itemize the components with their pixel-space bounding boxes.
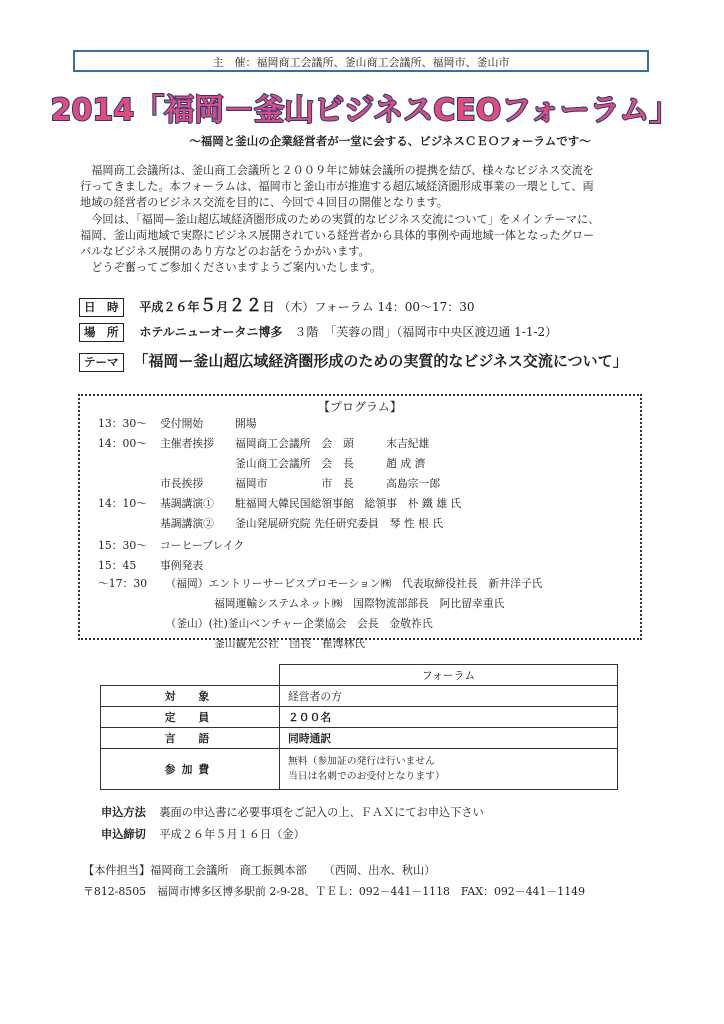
organizer-text: 主 催：福岡商工会議所、釜山商工会議所、福岡市、釜山市 xyxy=(212,56,510,69)
intro-line: 地域の経営者のビジネス交流を目的に、今回で４回目の開催となります。 xyxy=(80,196,448,209)
table-value: 経営者の方 xyxy=(280,686,618,707)
venue-tag: 場 所 xyxy=(79,323,124,342)
program-detail: 開場 xyxy=(235,417,257,430)
program-item: （釜山）(社)釜山ベンチャー企業協会 会長 金敬祚氏 xyxy=(160,617,433,630)
intro-line: 福岡、釜山両地域で実際にビジネス展開されている経営者から具体的事例や両地域一体となったグロー xyxy=(80,229,595,242)
apply-method-label: 申込方法 xyxy=(101,806,146,819)
program-item: コーヒーブレイク xyxy=(160,539,245,552)
table-label: 対 象 xyxy=(101,686,280,707)
program-heading: 【プログラム】 xyxy=(318,400,402,414)
program-detail: 福岡商工会議所 会 頭 末吉紀雄 xyxy=(235,437,430,450)
table-label: 定 員 xyxy=(101,707,280,728)
venue-row xyxy=(79,322,557,342)
program-time: 15：30～ xyxy=(98,539,148,552)
program-item: （福岡）エントリーサービスプロモーション㈱ 代表取締役社長 新井洋子氏 xyxy=(160,577,543,590)
program-item: 市長挨拶 xyxy=(160,477,204,490)
program-item: 主催者挨拶 xyxy=(160,437,214,450)
date-month-unit: 月 xyxy=(216,300,229,314)
table-label: 参加費 xyxy=(101,749,280,790)
table-corner xyxy=(101,665,280,686)
table-row xyxy=(101,707,618,728)
intro-line: どうぞ奮ってご参加くださいますようご案内いたします。 xyxy=(80,261,382,274)
apply-method-row xyxy=(101,804,484,820)
table-row xyxy=(101,749,618,790)
program-time: 14：00～ xyxy=(98,437,148,450)
table-header: フォーラム xyxy=(280,665,618,686)
program-detail: 福岡市 市 長 高島宗一郎 xyxy=(235,477,441,490)
program-detail: 釜山発展研究院 先任研究委員 琴 性 根 氏 xyxy=(235,517,444,530)
program-detail: 駐福岡大韓民国総領事館 総領事 朴 鐵 雄 氏 xyxy=(235,497,462,510)
apply-deadline: 平成２６年５月１６日（金） xyxy=(159,828,305,841)
theme-text: 「福岡ー釜山超広域経済圏形成のための実質的なビジネス交流について」 xyxy=(133,352,628,370)
date-tag: 日 時 xyxy=(79,298,124,317)
apply-deadline-label: 申込締切 xyxy=(101,828,146,841)
date-rest: （木）フォーラム 14：00～17：30 xyxy=(278,300,475,314)
program-time: 15：45 xyxy=(98,559,137,572)
theme-row xyxy=(79,351,628,371)
venue-detail: ３階 「芙蓉の間」（福岡市中央区渡辺通 1-1-2） xyxy=(294,325,558,339)
program-time: ～17：30 xyxy=(98,577,148,590)
date-day-unit: 日 xyxy=(262,300,275,314)
intro-line: バルなビジネス展開のあり方などのお話をうかがいます。 xyxy=(80,245,370,258)
table-row xyxy=(101,728,618,749)
date-row xyxy=(79,296,475,316)
venue-name: ホテルニューオータニ博多 xyxy=(139,325,283,339)
program-item: 受付開始 xyxy=(160,417,204,430)
table-value: ２００名 xyxy=(280,707,618,728)
table-row xyxy=(101,686,618,707)
program-item: 基調講演① xyxy=(160,497,214,510)
subtitle: ～福岡と釜山の企業経営者が一堂に会する、ビジネスＣＥＯフォーラムです～ xyxy=(189,134,591,148)
apply-deadline-row xyxy=(101,826,305,842)
intro-line: 福岡商工会議所は、釜山商工会議所と２００９年に姉妹会議所の提携を結び、様々なビジネス交流を xyxy=(80,164,594,177)
contact-line: 〒812-8505 福岡市博多区博多駅前 2-9-28、ＴＥＬ：092－441－1118 FAX：092－441－1149 xyxy=(83,885,586,898)
table-label: 言 語 xyxy=(101,728,280,749)
intro-line: 行ってきました。本フォーラムは、福岡市と釜山市が推進する超広域経済圏形成事業の一環として、両 xyxy=(80,180,594,193)
program-item: 事例発表 xyxy=(160,559,204,572)
theme-tag: テーマ xyxy=(79,353,124,372)
main-title xyxy=(30,84,700,130)
program-item: 福岡運輸システムネット㈱ 国際物流部部長 阿比留幸重氏 xyxy=(160,597,505,610)
date-month: ５ xyxy=(199,296,217,316)
program-item: 基調講演② xyxy=(160,517,214,530)
fee-line: 当日は名刺でのお受付となります） xyxy=(288,771,445,782)
table-header-row xyxy=(101,665,618,686)
date-prefix: 平成２６年 xyxy=(139,300,200,314)
fee-line: 無料（参加証の発行は行いません xyxy=(288,756,435,767)
intro-line: 今回は、「福岡—釜山超広域経済圏形成のための実質的なビジネス交流について」をメインテーマに、 xyxy=(80,213,600,226)
program-detail: 釜山商工会議所 会 長 趙 成 濟 xyxy=(235,457,426,470)
program-time: 13：30～ xyxy=(98,417,148,430)
program-time: 14：10～ xyxy=(98,497,148,510)
contact-line: 【本件担当】福岡商工会議所 商工振興本部 （西岡、出水、秋山） xyxy=(83,864,436,877)
program-box xyxy=(78,394,642,650)
organizer-box xyxy=(73,50,649,72)
apply-method: 裏面の申込書に必要事項をご記入の上、ＦＡＸにてお申込下さい xyxy=(159,806,484,819)
table-value: 同時通訳 xyxy=(280,728,618,749)
table-value xyxy=(280,749,618,790)
info-table xyxy=(100,664,618,790)
program-item: 釜山観光公社 団長 崔溥林氏 xyxy=(160,637,366,650)
date-day: ２２ xyxy=(228,296,263,316)
title-text: 2014「福岡－釜山ビジネスCEOフォーラム」 xyxy=(50,93,680,128)
